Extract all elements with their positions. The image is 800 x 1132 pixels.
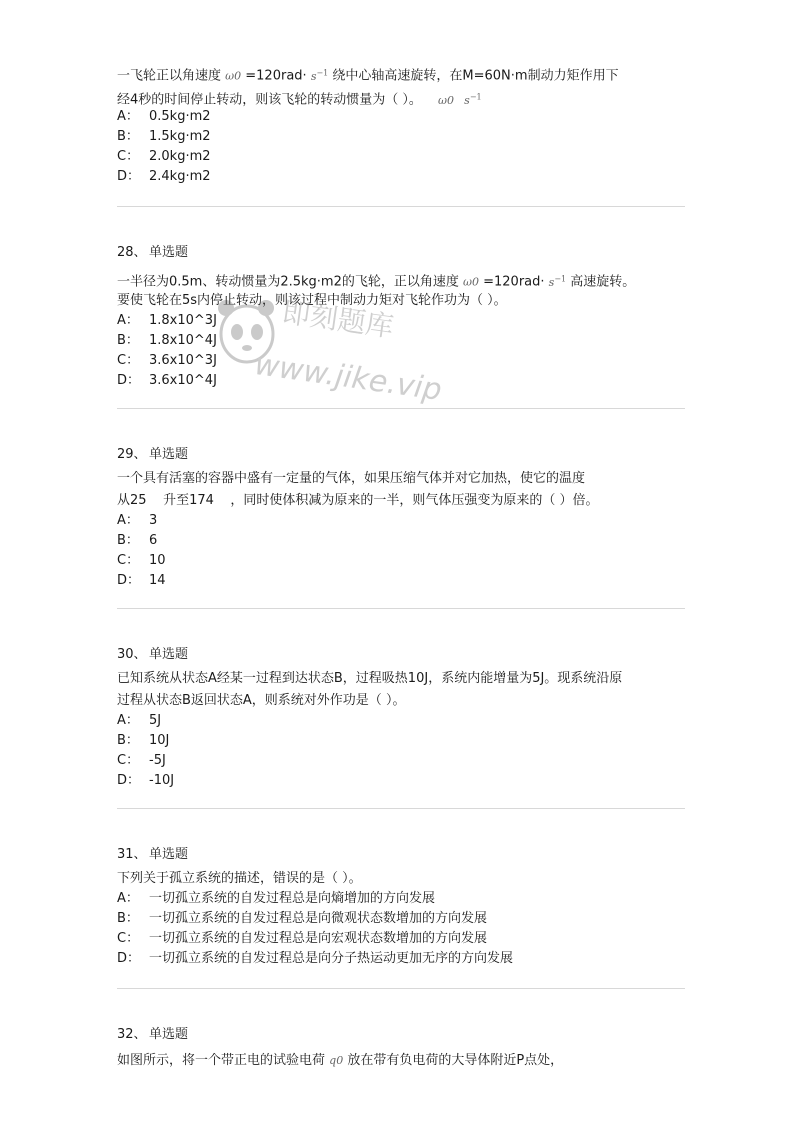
divider xyxy=(117,988,685,989)
question-text-line: 如图所示，将一个带正电的试验电荷 q0 放在带有负电荷的大导体附近P点处， xyxy=(117,1053,564,1068)
question-text-line: 一个具有活塞的容器中盛有一定量的气体，如果压缩气体并对它加热，使它的温度 xyxy=(117,471,586,486)
option-c[interactable]: C： 2.0kg·m2 xyxy=(117,149,211,164)
option-c[interactable]: C： 3.6x10^3J xyxy=(117,353,217,368)
option-b[interactable]: B： 一切孤立系统的自发过程总是向微观状态数增加的方向发展 xyxy=(117,911,488,926)
option-a[interactable]: A： 3 xyxy=(117,513,158,528)
divider xyxy=(117,608,685,609)
question-header: 28、 单选题 xyxy=(117,245,189,260)
omega-symbol: ω0 xyxy=(463,275,479,289)
unit-s-inverse: $s^{-1}$ xyxy=(464,92,482,107)
divider xyxy=(117,206,685,207)
option-a[interactable]: A： 0.5kg·m2 xyxy=(117,109,211,124)
option-b[interactable]: B： 1.5kg·m2 xyxy=(117,129,211,144)
option-c[interactable]: C： -5J xyxy=(117,753,166,768)
option-a[interactable]: A： 1.8x10^3J xyxy=(117,313,217,328)
omega-symbol: ω0 xyxy=(225,69,242,83)
omega-symbol: ω0 xyxy=(438,93,455,107)
watermark-url: www.jike.vip xyxy=(252,347,444,408)
question-text-line: 过程从状态B返回状态A，则系统对外作功是（ ）。 xyxy=(117,693,406,708)
question-text-line: 已知系统从状态A经某一过程到达状态B，过程吸热10J，系统内能增量为5J。现系统沿原 xyxy=(117,671,623,686)
unit-s-inverse: $s^{-1}$ xyxy=(310,68,329,83)
question-text-line: 一飞轮正以角速度 $\omega 0 =120rad\cdot s^{-1}$ 绕中心轴高速旋转，在M=60N·m制动力矩作用下 xyxy=(117,68,619,84)
question-text-line: 从25 升至174 ，同时使体积减为原来的一半，则气体压强变为原来的（ ）倍。 xyxy=(117,493,599,508)
question-text-line: 下列关于孤立系统的描述，错误的是（ ）。 xyxy=(117,871,362,886)
question-text-line: 要使飞轮在5s内停止转动，则该过程中制动力矩对飞轮作功为（ ）。 xyxy=(117,293,507,308)
question-header: 31、 单选题 xyxy=(117,847,189,862)
unit-s-inverse: $s^{-1}$ xyxy=(548,274,567,289)
option-b[interactable]: B： 1.8x10^4J xyxy=(117,333,217,348)
question-text-line: 经4秒的时间停止转动，则该飞轮的转动惯量为（ ）。 ω0 $s^{-1}$ xyxy=(117,92,482,108)
option-c[interactable]: C： 10 xyxy=(117,553,166,568)
option-d[interactable]: D： 14 xyxy=(117,573,166,588)
option-d[interactable]: D： 2.4kg·m2 xyxy=(117,169,211,184)
q0-symbol: q0 xyxy=(329,1054,344,1067)
question-header: 29、 单选题 xyxy=(117,447,189,462)
watermark xyxy=(212,290,444,425)
option-a[interactable]: A： 一切孤立系统的自发过程总是向熵增加的方向发展 xyxy=(117,891,436,906)
option-a[interactable]: A： 5J xyxy=(117,713,162,728)
option-c[interactable]: C： 一切孤立系统的自发过程总是向宏观状态数增加的方向发展 xyxy=(117,931,488,946)
option-b[interactable]: B： 10J xyxy=(117,733,170,748)
question-header: 30、 单选题 xyxy=(117,647,189,662)
divider xyxy=(117,808,685,809)
option-b[interactable]: B： 6 xyxy=(117,533,158,548)
question-text-line: 一半径为0.5m、转动惯量为2.5kg·m2的飞轮，正以角速度 $\omega 0 =120rad\cdot s^{-1}$ 高速旋转。 xyxy=(117,274,636,290)
question-header: 32、 单选题 xyxy=(117,1027,189,1042)
watermark-text: 即刻题库 xyxy=(280,295,396,344)
option-d[interactable]: D： 3.6x10^4J xyxy=(117,373,217,388)
divider xyxy=(117,408,685,409)
option-d[interactable]: D： 一切孤立系统的自发过程总是向分子热运动更加无序的方向发展 xyxy=(117,951,514,966)
option-d[interactable]: D： -10J xyxy=(117,773,175,788)
